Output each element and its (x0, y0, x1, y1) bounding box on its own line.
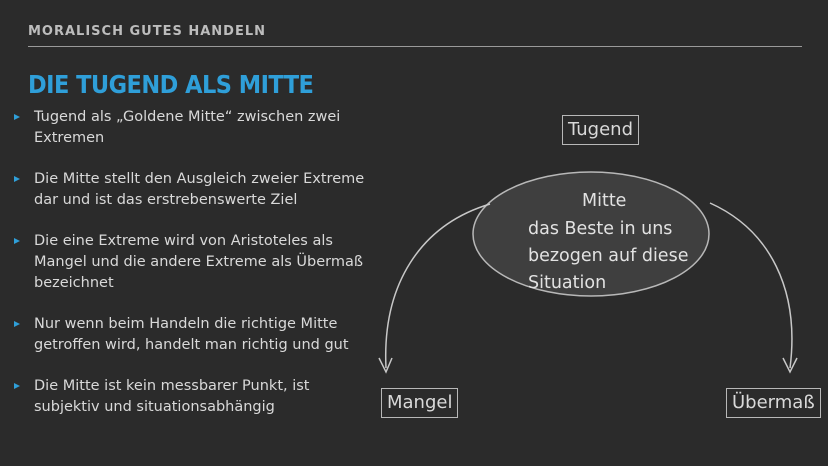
tugend-label: Tugend (562, 115, 639, 145)
bullet-item (12, 231, 372, 294)
center-line: bezogen auf diese (528, 246, 689, 266)
bullet-text: Nur wenn beim Handeln die richtige Mitte getroffen wird, handelt man richtig und gut (34, 316, 349, 353)
triangle-bullet-icon (14, 383, 20, 389)
right-arrow-curve (710, 203, 792, 368)
bullet-text: Die eine Extreme wird von Aristoteles als Mangel und die andere Extreme als Übermaß bezeichnet (34, 233, 363, 291)
center-line: das Beste in uns (528, 219, 673, 239)
center-line: Situation (528, 273, 607, 293)
bullet-text: Tugend als „Goldene Mitte“ zwischen zwei Extremen (34, 109, 341, 146)
bullet-text: Die Mitte stellt den Ausgleich zweier Extreme dar und ist das erstrebenswerte Ziel (34, 171, 365, 208)
bullet-item (12, 169, 372, 211)
header-divider (28, 46, 802, 47)
bullet-item (12, 376, 372, 418)
triangle-bullet-icon (14, 176, 20, 182)
uebermass-label: Übermaß (726, 388, 821, 418)
center-title: Mitte (582, 191, 627, 211)
bullet-list (12, 107, 372, 438)
bullet-item (12, 107, 372, 149)
mangel-label: Mangel (381, 388, 458, 418)
triangle-bullet-icon (14, 238, 20, 244)
triangle-bullet-icon (14, 321, 20, 327)
bullet-item (12, 314, 372, 356)
bullet-text: Die Mitte ist kein messbarer Punkt, ist subjektiv und situationsabhängig (34, 378, 310, 415)
virtue-diagram (370, 100, 828, 430)
slide-title: DIE TUGEND ALS MITTE (28, 70, 314, 99)
section-header: MORALISCH GUTES HANDELN (28, 24, 267, 39)
triangle-bullet-icon (14, 114, 20, 120)
